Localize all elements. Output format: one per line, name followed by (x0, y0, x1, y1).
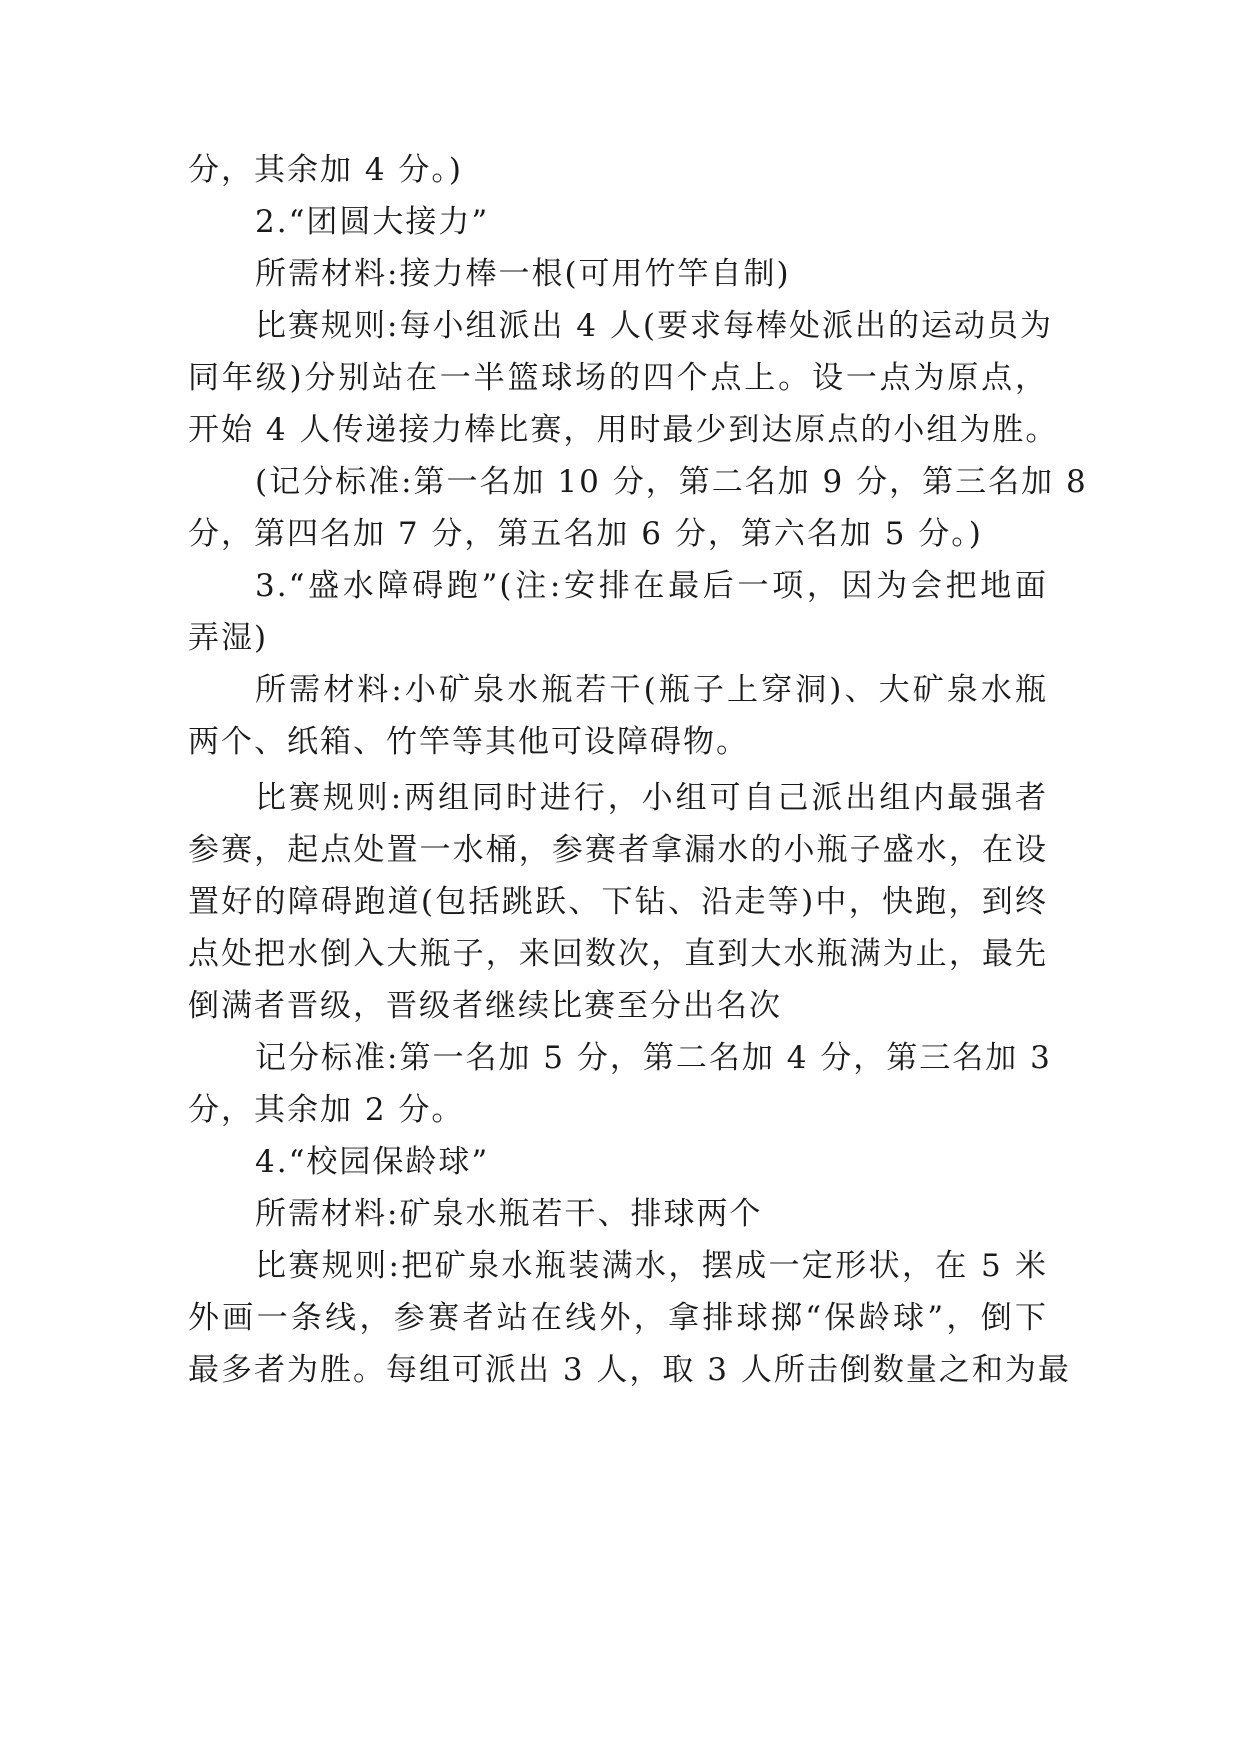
text-line: 所需材料:矿泉水瓶若干、排球两个 (255, 1196, 763, 1232)
text-line: 点处把水倒入大瓶子，来回数次，直到大水瓶满为止，最先 (188, 936, 1048, 972)
text-line: 记分标准:第一名加 5 分，第二名加 4 分，第三名加 3 (255, 1040, 1052, 1076)
text-line: 参赛，起点处置一水桶，参赛者拿漏水的小瓶子盛水，在设 (188, 832, 1048, 868)
section-heading: 3.“盛水障碍跑”(注:安排在最后一项，因为会把地面 (255, 568, 1048, 604)
text-line: 分，第四名加 7 分，第五名加 6 分，第六名加 5 分。) (188, 516, 983, 552)
section-heading: 2.“团圆大接力” (255, 204, 490, 240)
text-line: 同年级)分别站在一半篮球场的四个点上。设一点为原点， (188, 360, 1048, 396)
text-line: 比赛规则:把矿泉水瓶装满水，摆成一定形状，在 5 米 (255, 1248, 1048, 1284)
text-line: 比赛规则:两组同时进行，小组可自己派出组内最强者 (255, 780, 1048, 816)
text-line: 倒满者晋级，晋级者继续比赛至分出名次 (188, 988, 782, 1024)
section-heading: 4.“校园保龄球” (255, 1144, 490, 1180)
text-line: 置好的障碍跑道(包括跳跃、下钻、沿走等)中，快跑，到终 (188, 884, 1048, 920)
text-line: 分，其余加 4 分。) (188, 152, 464, 188)
text-line: 弄湿) (188, 620, 269, 656)
text-line: 所需材料:接力棒一根(可用竹竿自制) (255, 256, 791, 292)
text-line: 分，其余加 2 分。 (188, 1092, 465, 1128)
text-line: 两个、纸箱、竹竿等其他可设障碍物。 (188, 724, 749, 760)
text-line: 最多者为胜。每组可派出 3 人，取 3 人所击倒数量之和为最 (188, 1352, 1071, 1388)
text-line: 所需材料:小矿泉水瓶若干(瓶子上穿洞)、大矿泉水瓶 (255, 672, 1048, 708)
text-line: 外画一条线，参赛者站在线外，拿排球掷“保龄球”，倒下 (188, 1300, 1048, 1336)
text-line: 比赛规则:每小组派出 4 人(要求每棒处派出的运动员为 (255, 308, 1053, 344)
text-line: 开始 4 人传递接力棒比赛，用时最少到达原点的小组为胜。 (188, 412, 1059, 448)
text-line: (记分标准:第一名加 10 分，第二名加 9 分，第三名加 8 (255, 464, 1088, 500)
